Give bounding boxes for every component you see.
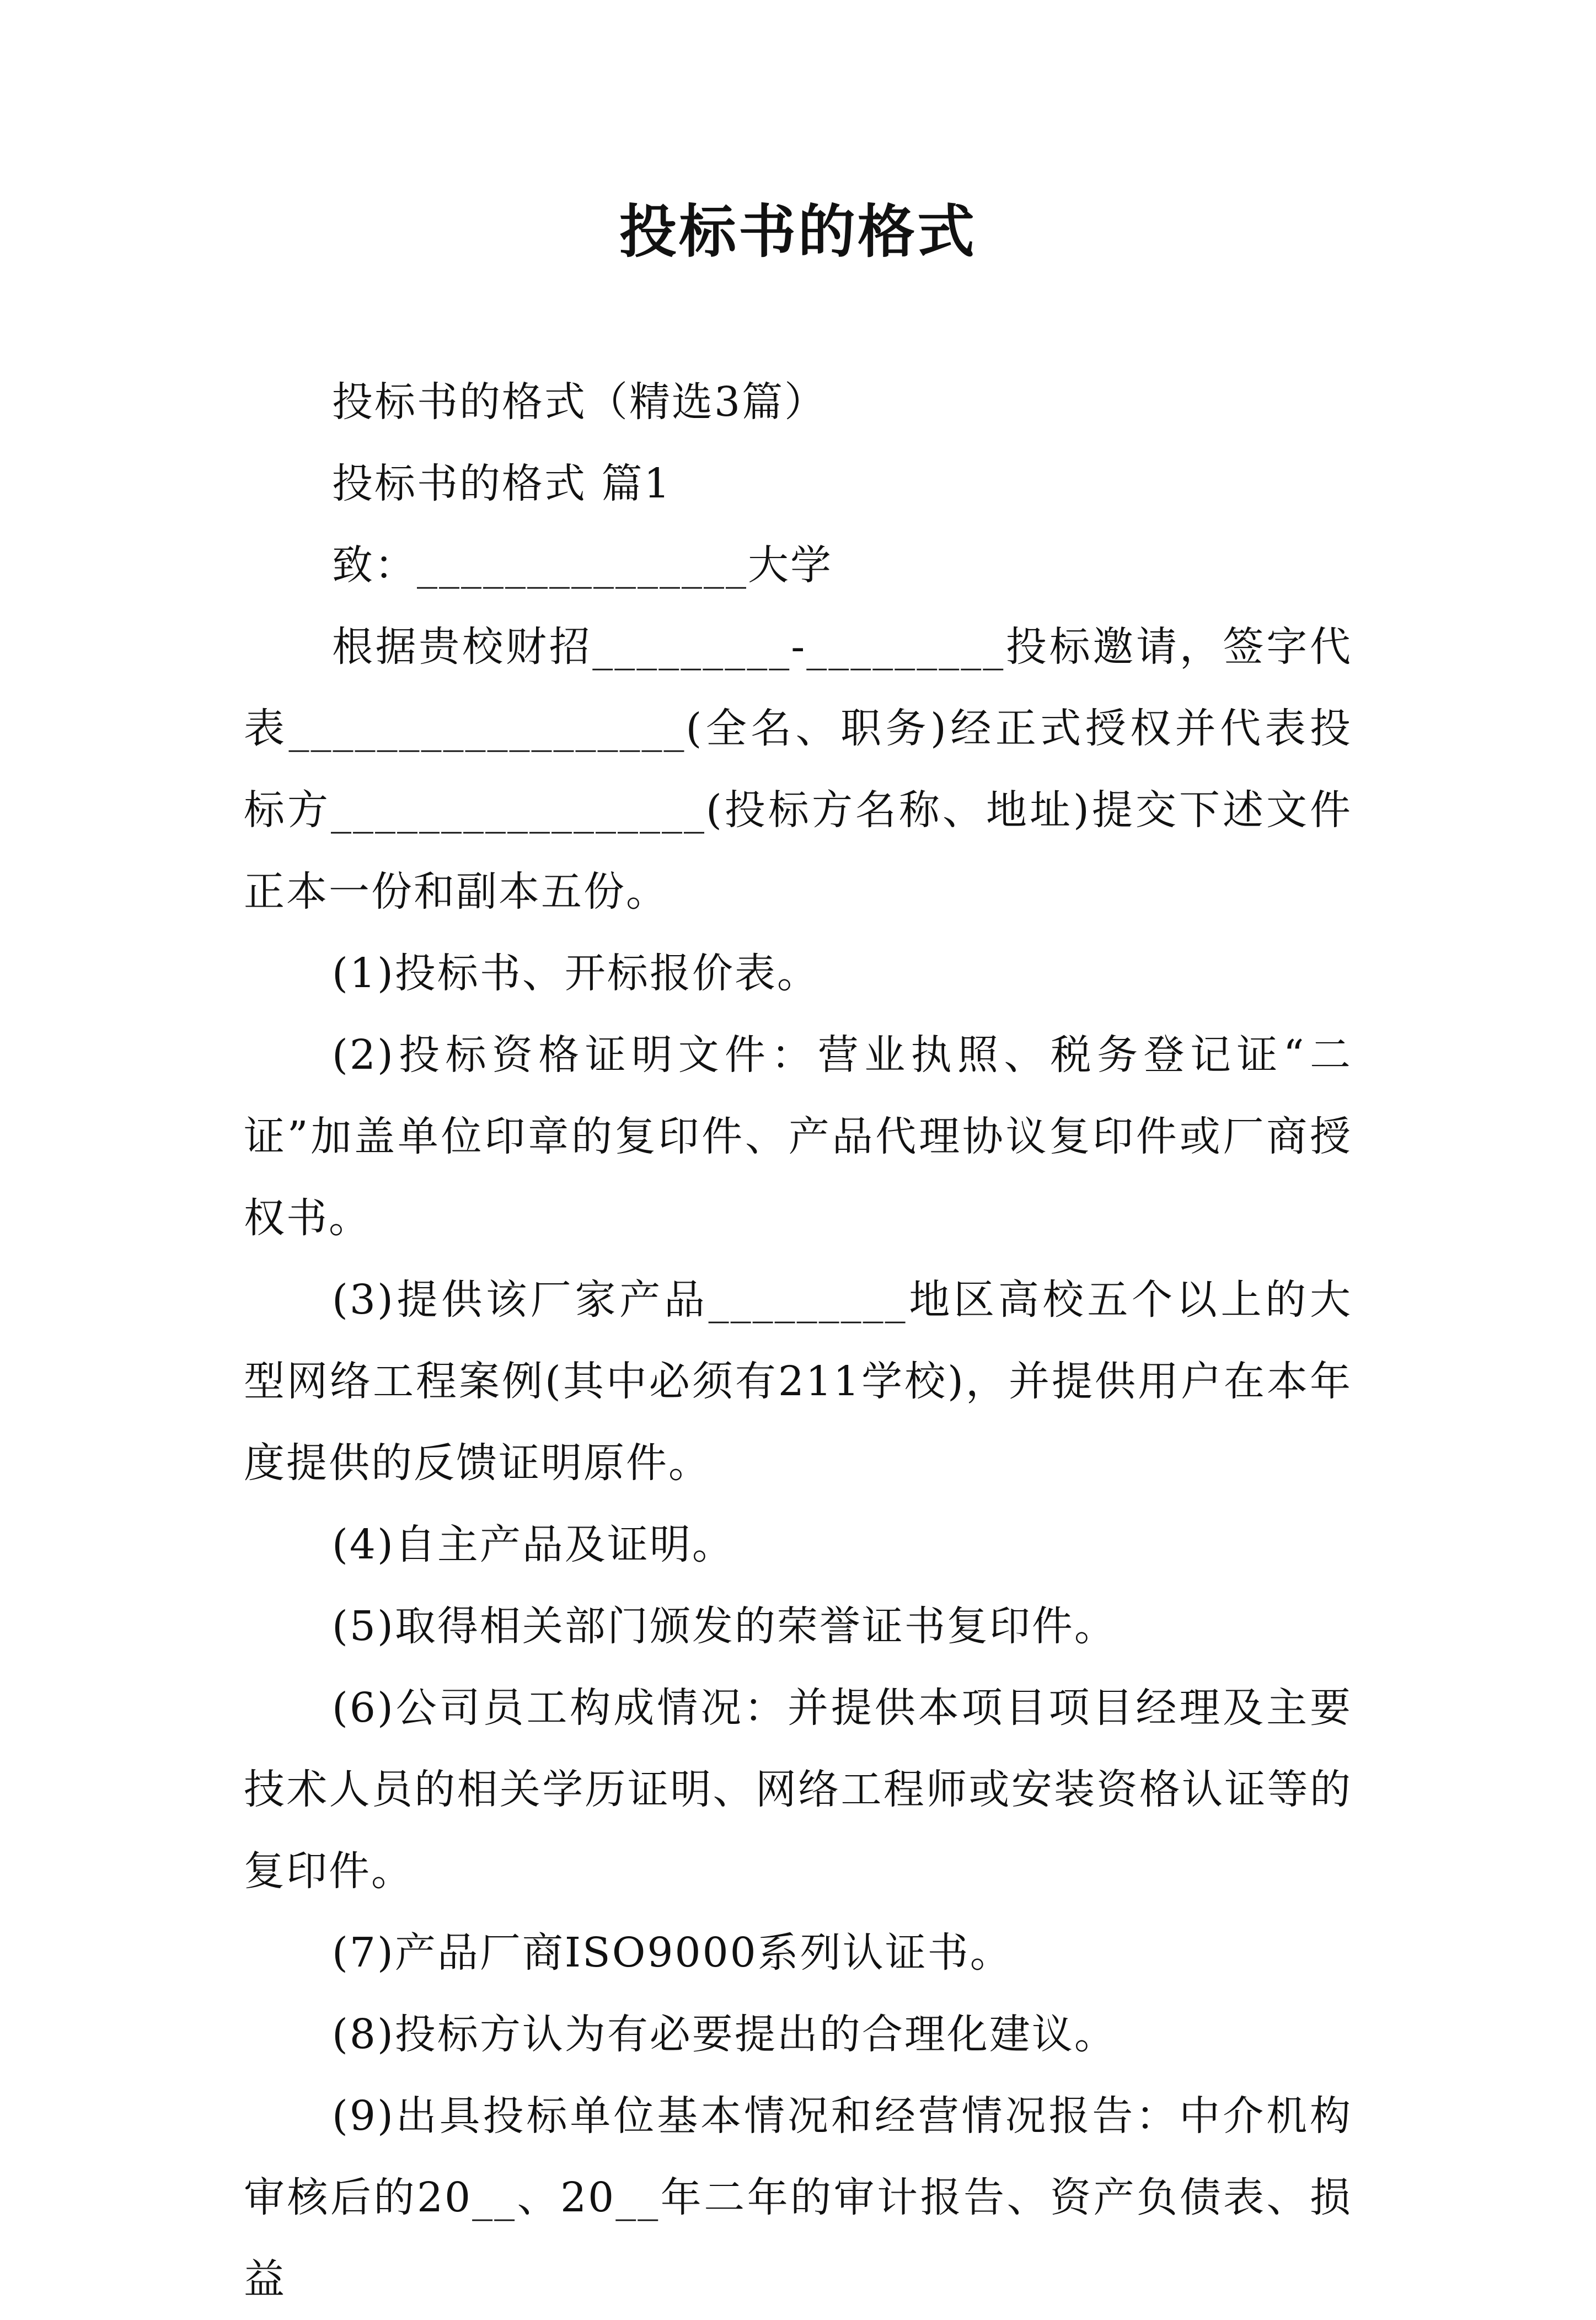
paragraph-item-7: (7)产品厂商ISO9000系列认证书。 <box>332 1929 1013 1976</box>
paragraph-item-4: (4)自主产品及证明。 <box>332 1521 735 1568</box>
paragraph-item-8: (8)投标方认为有必要提出的合理化建议。 <box>332 2011 1117 2058</box>
paragraph-intro: 根据贵校财招_________-_________投标邀请，签字代表__________________(全名、职务)经正式授权并代表投标方_________________(投标方名称、地址)提交下述文件正本一份和副本五份。 <box>244 623 1352 915</box>
paragraph-subtitle: 投标书的格式（精选3篇） <box>332 378 827 426</box>
paragraph-item-6: (6)公司员工构成情况：并提供本项目项目经理及主要技术人员的相关学历证明、网络工程师或安装资格认证等的复印件。 <box>244 1684 1352 1895</box>
document-title: 投标书的格式 <box>619 197 977 265</box>
paragraph-section-heading: 投标书的格式 篇1 <box>332 460 672 507</box>
document-body <box>244 361 1352 2320</box>
paragraph-item-9: (9)出具投标单位基本情况和经营情况报告：中介机构审核后的20__、20__年二年的审计报告、资产负债表、损益 <box>244 2092 1352 2303</box>
paragraph-item-3: (3)提供该厂家产品_________地区高校五个以上的大型网络工程案例(其中必须有211学校)，并提供用户在本年度提供的反馈证明原件。 <box>244 1276 1352 1487</box>
paragraph-item-5: (5)取得相关部门颁发的荣誉证书复印件。 <box>332 1603 1117 1650</box>
paragraph-addressee: 致：_______________大学 <box>332 542 833 589</box>
paragraph-item-1: (1)投标书、开标报价表。 <box>332 950 820 997</box>
paragraph-item-2: (2)投标资格证明文件：营业执照、税务登记证“二证”加盖单位印章的复印件、产品代理协议复印件或厂商授权书。 <box>244 1031 1352 1242</box>
